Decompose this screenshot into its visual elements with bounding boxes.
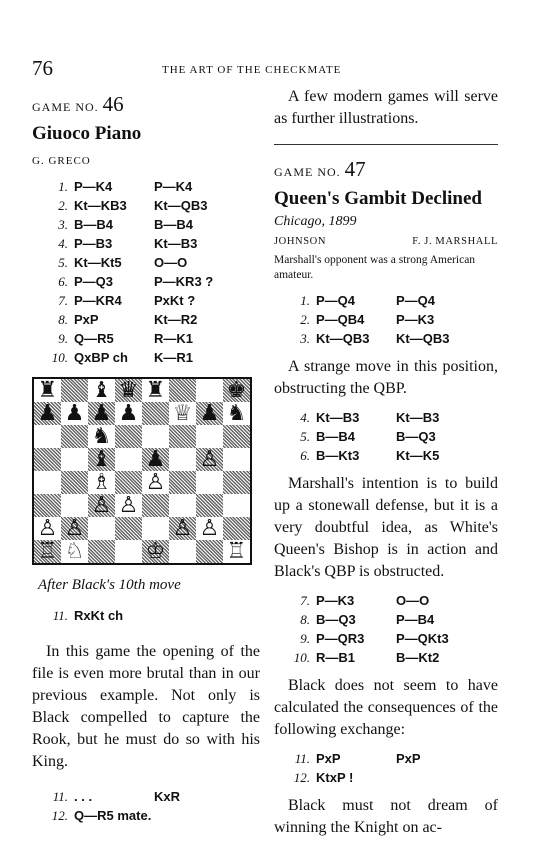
move-row <box>292 329 498 348</box>
commentary-paragraph: Black does not seem to have calculated the consequences of the following exchange: <box>274 677 498 738</box>
board-square <box>34 425 61 448</box>
move-number: 1. <box>300 293 310 308</box>
move-list <box>50 177 260 367</box>
board-square: ♕ <box>169 402 196 425</box>
white-move: P—Q3 <box>74 274 114 289</box>
board-square: ♞ <box>223 402 250 425</box>
move-row <box>292 310 498 329</box>
move-list <box>50 787 260 825</box>
board-square: ♙ <box>169 517 196 540</box>
white-move: P—QR3 <box>316 631 365 646</box>
black-move <box>396 768 486 787</box>
white-move: . . . <box>74 789 93 804</box>
white-move: PxP <box>316 751 341 766</box>
white-move: B—B4 <box>74 217 114 232</box>
move-row <box>50 291 260 310</box>
board-square <box>196 494 223 517</box>
board-square: ♜ <box>34 379 61 402</box>
black-move: P—B4 <box>396 612 435 627</box>
intro-paragraph: A few modern games will serve as further illustrations. <box>274 88 498 127</box>
board-square <box>61 448 88 471</box>
running-title: THE ART OF THE CHECKMATE <box>162 64 342 76</box>
board-square <box>142 402 169 425</box>
game-number-heading: GAME NO. 47 <box>274 157 366 181</box>
game-number-heading: GAME NO. 46 <box>32 92 124 116</box>
move-list <box>292 749 498 787</box>
board-square: ♔ <box>142 540 169 563</box>
board-square: ♟ <box>61 402 88 425</box>
board-square <box>169 425 196 448</box>
section-divider <box>274 144 498 145</box>
black-move: PxP <box>396 751 421 766</box>
board-square <box>223 425 250 448</box>
move-row <box>292 446 498 465</box>
move-list <box>292 408 498 465</box>
move-number: 12. <box>51 808 68 823</box>
move-number: 4. <box>300 410 310 425</box>
opening-title: Queen's Gambit Declined <box>274 188 482 209</box>
board-square: ♟ <box>196 402 223 425</box>
white-move: Q—R5 <box>74 331 114 346</box>
black-move: P—K4 <box>154 179 193 194</box>
move-row <box>50 329 260 348</box>
move-number: 3. <box>300 331 310 346</box>
move-row <box>50 253 260 272</box>
board-square <box>61 425 88 448</box>
board-square: ♞ <box>88 425 115 448</box>
page-header <box>32 56 497 84</box>
move-list <box>292 291 498 348</box>
board-square <box>169 494 196 517</box>
board-square <box>61 494 88 517</box>
board-square <box>115 471 142 494</box>
board-square <box>142 425 169 448</box>
white-move: KtxP ! <box>316 770 354 785</box>
move-row <box>292 591 498 610</box>
board-square <box>142 517 169 540</box>
black-move: B—B4 <box>154 217 194 232</box>
board-square <box>115 517 142 540</box>
move-row <box>292 427 498 446</box>
board-square <box>88 517 115 540</box>
white-player: JOHNSON <box>274 236 327 247</box>
board-square <box>61 379 88 402</box>
move-number: 7. <box>58 293 68 308</box>
chess-board-diagram <box>32 377 252 565</box>
black-move: Kt—K5 <box>396 448 440 463</box>
white-move: P—B3 <box>74 236 113 251</box>
white-move: Q—R5 mate. <box>74 808 152 823</box>
board-square: ♙ <box>34 517 61 540</box>
board-square <box>223 471 250 494</box>
move-number: 4. <box>58 236 68 251</box>
board-square <box>115 425 142 448</box>
commentary-paragraph: Marshall's intention is to build up a stonewall defense, but it is a very doubtful idea, as White's Queen's Bishop is in action and Black's QBP is obstructed. <box>274 475 498 580</box>
board-square: ♟ <box>88 402 115 425</box>
left-column <box>32 86 260 833</box>
white-move: Kt—QB3 <box>316 331 370 346</box>
white-move: B—Q3 <box>316 612 356 627</box>
move-row <box>292 291 498 310</box>
white-move: RxKt ch <box>74 608 124 623</box>
black-move: Kt—QB3 <box>154 198 208 213</box>
board-square: ♟ <box>115 402 142 425</box>
move-number: 5. <box>300 429 310 444</box>
black-move: Kt—QB3 <box>396 331 450 346</box>
white-move: Kt—Kt5 <box>74 255 122 270</box>
move-row <box>50 196 260 215</box>
board-square <box>223 517 250 540</box>
page-number: 76 <box>32 56 53 80</box>
opening-title: Giuoco Piano <box>32 123 142 144</box>
black-move: K—R1 <box>154 350 194 365</box>
board-square <box>34 448 61 471</box>
move-number: 11. <box>294 751 310 766</box>
board-square <box>196 379 223 402</box>
move-number: 5. <box>58 255 68 270</box>
board-square: ♖ <box>223 540 250 563</box>
move-row <box>50 272 260 291</box>
black-move: O—O <box>396 593 430 608</box>
board-square <box>196 540 223 563</box>
move-number: 9. <box>58 331 68 346</box>
board-square: ♛ <box>115 379 142 402</box>
move-row <box>50 806 260 825</box>
white-move: P—KR4 <box>74 293 122 308</box>
black-move: P—QKt3 <box>396 631 449 646</box>
board-square: ♚ <box>223 379 250 402</box>
move-number: 11. <box>52 608 68 623</box>
move-row <box>50 177 260 196</box>
board-square <box>169 379 196 402</box>
move-row <box>50 215 260 234</box>
commentary-paragraph: A strange move in this position, obstructing the QBP. <box>274 358 498 397</box>
right-column <box>274 86 498 847</box>
board-square <box>142 494 169 517</box>
board-square: ♝ <box>88 379 115 402</box>
white-move: P—K4 <box>74 179 113 194</box>
board-square <box>196 425 223 448</box>
move-number: 2. <box>58 198 68 213</box>
white-move: R—B1 <box>316 650 356 665</box>
move-number: 3. <box>58 217 68 232</box>
move-list <box>292 591 498 667</box>
white-move: B—Kt3 <box>316 448 360 463</box>
white-move: B—B4 <box>316 429 356 444</box>
move-list <box>50 606 260 625</box>
game-place-date: Chicago, 1899 <box>274 214 357 229</box>
board-square: ♙ <box>115 494 142 517</box>
move-row <box>292 648 498 667</box>
move-number: 9. <box>300 631 310 646</box>
black-move: R—K1 <box>154 331 194 346</box>
move-number: 10. <box>51 350 68 365</box>
white-move: Kt—B3 <box>316 410 360 425</box>
move-row <box>50 234 260 253</box>
board-square: ♙ <box>196 517 223 540</box>
board-square <box>115 540 142 563</box>
black-move <box>154 806 244 825</box>
black-move: P—KR3 ? <box>154 274 214 289</box>
move-row <box>292 768 498 787</box>
board-square <box>61 471 88 494</box>
commentary-paragraph: Black must not dream of winning the Knight on ac- <box>274 797 498 836</box>
board-square: ♙ <box>88 494 115 517</box>
move-row <box>50 348 260 367</box>
move-number: 11. <box>52 789 68 804</box>
black-move: Kt—R2 <box>154 312 198 327</box>
move-row <box>292 749 498 768</box>
black-move: Kt—B3 <box>154 236 198 251</box>
move-number: 10. <box>293 650 310 665</box>
white-move: P—K3 <box>316 593 355 608</box>
board-square <box>34 471 61 494</box>
black-move: KxR <box>154 789 181 804</box>
white-move: P—Q4 <box>316 293 356 308</box>
black-move: P—K3 <box>396 312 435 327</box>
board-square: ♗ <box>88 471 115 494</box>
move-number: 6. <box>58 274 68 289</box>
move-row <box>292 629 498 648</box>
move-row <box>50 310 260 329</box>
white-move: PxP <box>74 312 99 327</box>
move-number: 12. <box>293 770 310 785</box>
move-row <box>292 610 498 629</box>
board-square: ♜ <box>142 379 169 402</box>
move-row <box>50 787 260 806</box>
white-move: P—QB4 <box>316 312 365 327</box>
board-square <box>223 448 250 471</box>
board-square: ♝ <box>88 448 115 471</box>
move-number: 7. <box>300 593 310 608</box>
board-square <box>196 471 223 494</box>
move-number: 2. <box>300 312 310 327</box>
white-move: QxBP ch <box>74 350 128 365</box>
board-square <box>169 448 196 471</box>
board-square <box>115 448 142 471</box>
board-square <box>34 494 61 517</box>
game-note: Marshall's opponent was a strong American amateur. <box>274 254 476 281</box>
move-number: 8. <box>58 312 68 327</box>
diagram-caption: After Black's 10th move <box>38 577 181 593</box>
white-move: Kt—KB3 <box>74 198 127 213</box>
board-square <box>88 540 115 563</box>
black-player: F. J. MARSHALL <box>412 236 498 247</box>
black-move: Kt—B3 <box>396 410 440 425</box>
move-row <box>292 408 498 427</box>
board-square <box>169 540 196 563</box>
board-square <box>223 494 250 517</box>
black-move: B—Q3 <box>396 429 436 444</box>
black-move: O—O <box>154 255 188 270</box>
board-square: ♖ <box>34 540 61 563</box>
board-square: ♟ <box>142 448 169 471</box>
commentary-paragraph: In this game the opening of the file is even more brutal than in our previous example. Not only is Black compelled to capture the Rook, but he must do so with his King. <box>32 643 260 770</box>
move-number: 1. <box>58 179 68 194</box>
black-move <box>154 606 244 625</box>
black-move: P—Q4 <box>396 293 436 308</box>
board-square: ♟ <box>34 402 61 425</box>
board-square: ♘ <box>61 540 88 563</box>
board-square: ♙ <box>196 448 223 471</box>
black-move: PxKt ? <box>154 293 196 308</box>
players-line <box>274 236 498 247</box>
board-square: ♙ <box>61 517 88 540</box>
black-move: B—Kt2 <box>396 650 440 665</box>
board-square: ♙ <box>142 471 169 494</box>
move-number: 8. <box>300 612 310 627</box>
move-number: 6. <box>300 448 310 463</box>
player-name: G. GRECO <box>32 155 91 167</box>
board-square <box>169 471 196 494</box>
move-row <box>50 606 260 625</box>
